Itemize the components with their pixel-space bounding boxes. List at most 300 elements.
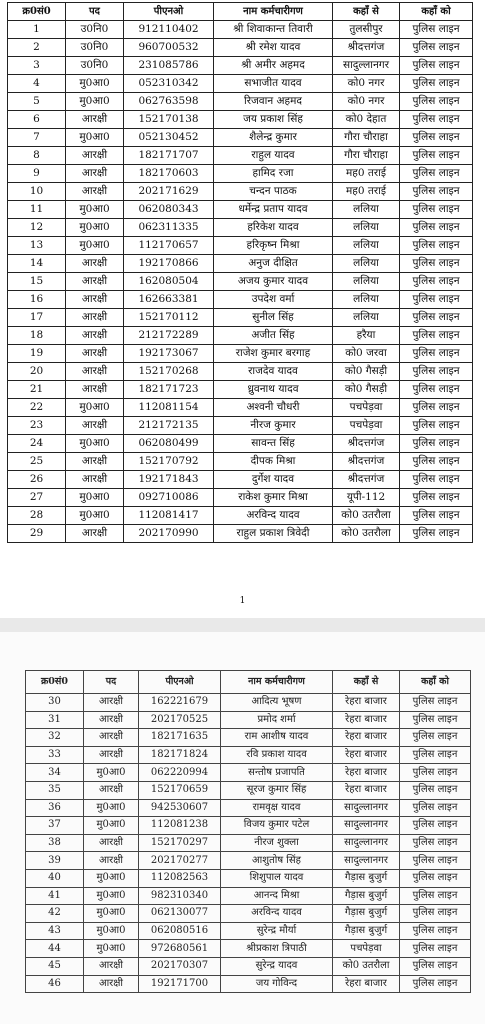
cell-pno: 062220994 [139,764,221,782]
table-row [8,327,473,345]
cell-rank: मु0आ0 [66,399,124,417]
cell-from: रेहरा बाजार [333,764,400,782]
cell-from: रेहरा बाजार [333,711,400,729]
cell-pno: 152170792 [124,453,214,471]
cell-from: गौरा चौराहा [333,147,400,165]
cell-employee-name: हरिकृष्न मिश्रा [214,237,333,255]
cell-pno: 192171843 [124,471,214,489]
table-row [8,417,473,435]
table-row [8,147,473,165]
table-row [26,869,471,887]
cell-serial-number: 35 [26,781,84,799]
cell-from: ललिया [333,291,400,309]
cell-from: हरैया [333,327,400,345]
cell-rank: आरक्षी [84,852,139,870]
cell-employee-name: अरविन्द यादव [214,507,333,525]
cell-rank: आरक्षी [84,781,139,799]
cell-employee-name: उपदेश वर्मा [214,291,333,309]
cell-employee-name: दीपक मिश्रा [214,453,333,471]
cell-to: पुलिस लाइन [400,922,471,940]
cell-rank: आरक्षी [84,746,139,764]
cell-to: पुलिस लाइन [400,111,473,129]
cell-serial-number: 7 [8,129,66,147]
cell-rank: मु0आ0 [66,435,124,453]
cell-to: पुलिस लाइन [400,781,471,799]
cell-to: पुलिस लाइन [400,75,473,93]
cell-to: पुलिस लाइन [400,237,473,255]
cell-serial-number: 37 [26,817,84,835]
cell-pno: 942530607 [139,799,221,817]
cell-from: सादुल्लानगर [333,852,400,870]
cell-pno: 112082563 [139,869,221,887]
cell-rank: आरक्षी [66,417,124,435]
table-row [8,291,473,309]
cell-from: रेहरा बाजार [333,975,400,993]
cell-rank: मु0आ0 [66,93,124,111]
cell-rank: मु0आ0 [66,237,124,255]
cell-serial-number: 45 [26,957,84,975]
cell-from: को0 नगर [333,75,400,93]
cell-pno: 062763598 [124,93,214,111]
cell-pno: 112081238 [139,817,221,835]
cell-to: पुलिस लाइन [400,975,471,993]
cell-serial-number: 5 [8,93,66,111]
cell-employee-name: धर्मेन्द्र प्रताप यादव [214,201,333,219]
header-from: कहाँ से [333,3,400,21]
cell-pno: 231085786 [124,57,214,75]
cell-to: पुलिस लाइन [400,905,471,923]
cell-to: पुलिस लाइन [400,93,473,111]
cell-rank: मु0आ0 [84,887,139,905]
cell-from: रेहरा बाजार [333,781,400,799]
cell-pno: 182171723 [124,381,214,399]
cell-serial-number: 16 [8,291,66,309]
cell-from: श्रीदत्तगंज [333,471,400,489]
cell-to: पुलिस लाइन [400,39,473,57]
table-row [8,309,473,327]
table-row [8,237,473,255]
cell-to: पुलिस लाइन [400,957,471,975]
cell-from: ललिया [333,255,400,273]
cell-from: सादुल्लानगर [333,799,400,817]
table-row [8,39,473,57]
cell-rank: आरक्षी [66,183,124,201]
table-row [8,453,473,471]
cell-pno: 182171707 [124,147,214,165]
cell-from: पचपेड़वा [333,417,400,435]
cell-to: पुलिस लाइन [400,489,473,507]
cell-serial-number: 39 [26,852,84,870]
cell-to: पुलिस लाइन [400,291,473,309]
cell-rank: आरक्षी [66,327,124,345]
cell-employee-name: राकेश कुमार मिश्रा [214,489,333,507]
table-row [26,905,471,923]
cell-employee-name: अजय कुमार यादव [214,273,333,291]
cell-serial-number: 9 [8,165,66,183]
cell-rank: आरक्षी [66,291,124,309]
header-from: कहाँ से [333,671,400,694]
cell-rank: आरक्षी [66,345,124,363]
cell-from: को0 गैसड़ी [333,381,400,399]
cell-to: पुलिस लाइन [400,852,471,870]
table-row [8,57,473,75]
cell-pno: 182171635 [139,729,221,747]
cell-employee-name: सावन्त सिंह [214,435,333,453]
cell-employee-name: अश्वनी चौधरी [214,399,333,417]
table-row [26,711,471,729]
cell-from: गैड़ास बुजुर्ग [333,922,400,940]
cell-from: को0 नगर [333,93,400,111]
cell-rank: मु0आ0 [66,219,124,237]
cell-rank: मु0आ0 [84,905,139,923]
cell-rank: मु0आ0 [84,940,139,958]
cell-pno: 212172289 [124,327,214,345]
table-row [8,471,473,489]
cell-employee-name: सुनील सिंह [214,309,333,327]
cell-to: पुलिस लाइन [400,525,473,543]
cell-employee-name: राजदेव यादव [214,363,333,381]
cell-employee-name: सुरेन्द्र मौर्या [221,922,333,940]
cell-pno: 192170866 [124,255,214,273]
cell-pno: 162663381 [124,291,214,309]
cell-rank: आरक्षी [66,381,124,399]
cell-to: पुलिस लाइन [400,327,473,345]
table-row [26,694,471,712]
cell-pno: 112081154 [124,399,214,417]
header-employee-name: नाम कर्मचारीगण [214,3,333,21]
cell-pno: 162080504 [124,273,214,291]
table-row [8,435,473,453]
cell-pno: 162221679 [139,694,221,712]
cell-serial-number: 8 [8,147,66,165]
cell-pno: 152170268 [124,363,214,381]
cell-to: पुलिस लाइन [400,694,471,712]
cell-serial-number: 12 [8,219,66,237]
cell-pno: 202170525 [139,711,221,729]
cell-pno: 052310342 [124,75,214,93]
cell-pno: 182171824 [139,746,221,764]
cell-rank: आरक्षी [84,711,139,729]
cell-from: को0 देहात [333,111,400,129]
cell-from: रेहरा बाजार [333,729,400,747]
cell-serial-number: 18 [8,327,66,345]
cell-employee-name: राहुल यादव [214,147,333,165]
cell-rank: आरक्षी [66,453,124,471]
cell-from: को0 जरवा [333,345,400,363]
cell-serial-number: 17 [8,309,66,327]
cell-employee-name: विजय कुमार पटेल [221,817,333,835]
cell-to: पुलिस लाइन [400,147,473,165]
cell-to: पुलिस लाइन [400,165,473,183]
table-header-row [8,3,473,21]
cell-serial-number: 31 [26,711,84,729]
cell-to: पुलिस लाइन [400,129,473,147]
table-row [8,183,473,201]
cell-from: ललिया [333,219,400,237]
header-to: कहाँ को [400,3,473,21]
cell-to: पुलिस लाइन [400,887,471,905]
cell-pno: 960700532 [124,39,214,57]
cell-rank: मु0आ0 [66,75,124,93]
cell-from: पचपेड़वा [333,940,400,958]
table-row [8,219,473,237]
cell-to: पुलिस लाइन [400,381,473,399]
table-row [8,507,473,525]
header-serial-number: क्र0सं0 [26,671,84,694]
cell-rank: आरक्षी [84,834,139,852]
cell-employee-name: जय गोविन्द [221,975,333,993]
cell-from: को0 उतरौला [333,507,400,525]
cell-to: पुलिस लाइन [400,435,473,453]
cell-pno: 062080516 [139,922,221,940]
cell-employee-name: हामिद रजा [214,165,333,183]
cell-from: सादुल्लानगर [333,834,400,852]
cell-employee-name: दुर्गेश यादव [214,471,333,489]
cell-pno: 112170657 [124,237,214,255]
table-row [26,957,471,975]
cell-employee-name: आशुतोष सिंह [221,852,333,870]
table-row [8,165,473,183]
table-body-page-2 [26,694,471,993]
cell-from: गैड़ास बुजुर्ग [333,905,400,923]
cell-to: पुलिस लाइन [400,201,473,219]
cell-from: को0 उतरौला [333,525,400,543]
cell-pno: 192173067 [124,345,214,363]
cell-pno: 092710086 [124,489,214,507]
cell-rank: आरक्षी [66,165,124,183]
cell-pno: 052130452 [124,129,214,147]
cell-employee-name: रिजवान अहमद [214,93,333,111]
cell-employee-name: सुरेन्द्र यादव [221,957,333,975]
cell-pno: 912110402 [124,21,214,39]
cell-serial-number: 41 [26,887,84,905]
cell-from: श्रीदत्तगंज [333,435,400,453]
cell-rank: आरक्षी [66,255,124,273]
table-row [8,363,473,381]
cell-rank: आरक्षी [66,309,124,327]
cell-serial-number: 44 [26,940,84,958]
cell-serial-number: 19 [8,345,66,363]
cell-to: पुलिस लाइन [400,399,473,417]
cell-serial-number: 2 [8,39,66,57]
cell-serial-number: 10 [8,183,66,201]
cell-from: ललिया [333,201,400,219]
cell-serial-number: 3 [8,57,66,75]
cell-to: पुलिस लाइन [400,471,473,489]
cell-employee-name: अरविन्द यादव [221,905,333,923]
cell-from: गौरा चौराहा [333,129,400,147]
cell-employee-name: सन्तोष प्रजापति [221,764,333,782]
cell-from: पचपेड़वा [333,399,400,417]
cell-from: श्रीदत्तगंज [333,39,400,57]
cell-rank: आरक्षी [66,363,124,381]
cell-pno: 062080499 [124,435,214,453]
cell-employee-name: आनन्द मिश्रा [221,887,333,905]
cell-employee-name: ध्रुवनाथ यादव [214,381,333,399]
cell-pno: 982310340 [139,887,221,905]
cell-to: पुलिस लाइन [400,21,473,39]
cell-employee-name: अजीत सिंह [214,327,333,345]
cell-employee-name: सभाजीत यादव [214,75,333,93]
cell-rank: मु0आ0 [66,507,124,525]
table-row [26,852,471,870]
cell-rank: मु0आ0 [84,764,139,782]
cell-employee-name: रामवृक्ष यादव [221,799,333,817]
cell-rank: आरक्षी [84,957,139,975]
table-row [26,922,471,940]
table-row [26,940,471,958]
page-number: 1 [239,596,246,606]
cell-rank: आरक्षी [66,111,124,129]
header-serial-number: क्र0सं0 [8,3,66,21]
cell-rank: मु0आ0 [84,817,139,835]
header-employee-name: नाम कर्मचारीगण [221,671,333,694]
cell-serial-number: 23 [8,417,66,435]
cell-from: गैड़ास बुजुर्ग [333,887,400,905]
header-rank: पद [84,671,139,694]
cell-from: मह0 तराई [333,165,400,183]
cell-from: को0 उतरौला [333,957,400,975]
cell-serial-number: 15 [8,273,66,291]
table-body-page-1 [8,21,473,543]
cell-serial-number: 21 [8,381,66,399]
cell-to: पुलिस लाइन [400,417,473,435]
cell-serial-number: 46 [26,975,84,993]
cell-rank: उ0नि0 [66,21,124,39]
cell-serial-number: 14 [8,255,66,273]
table-row [8,129,473,147]
cell-serial-number: 27 [8,489,66,507]
cell-from: ललिया [333,273,400,291]
cell-to: पुलिस लाइन [400,57,473,75]
header-rank: पद [66,3,124,21]
cell-employee-name: सूरज कुमार सिंह [221,781,333,799]
cell-to: पुलिस लाइन [400,309,473,327]
cell-pno: 152170659 [139,781,221,799]
cell-from: ललिया [333,237,400,255]
cell-to: पुलिस लाइन [400,711,471,729]
cell-serial-number: 42 [26,905,84,923]
transfer-table-page-1 [7,2,473,543]
cell-employee-name: रवि प्रकाश यादव [221,746,333,764]
cell-rank: मु0आ0 [66,489,124,507]
table-row [8,21,473,39]
cell-rank: मु0आ0 [84,869,139,887]
cell-rank: आरक्षी [66,273,124,291]
cell-to: पुलिस लाइन [400,453,473,471]
cell-serial-number: 25 [8,453,66,471]
cell-serial-number: 43 [26,922,84,940]
cell-to: पुलिस लाइन [400,940,471,958]
cell-from: रेहरा बाजार [333,694,400,712]
cell-serial-number: 4 [8,75,66,93]
cell-to: पुलिस लाइन [400,746,471,764]
cell-from: यूपी-112 [333,489,400,507]
cell-employee-name: राम आशीष यादव [221,729,333,747]
cell-employee-name: प्रमोद शर्मा [221,711,333,729]
cell-pno: 202170277 [139,852,221,870]
table-row [26,834,471,852]
cell-to: पुलिस लाइन [400,817,471,835]
cell-pno: 062311335 [124,219,214,237]
table-row [8,111,473,129]
cell-from: को0 गैसड़ी [333,363,400,381]
table-row [26,817,471,835]
table-row [8,273,473,291]
cell-serial-number: 6 [8,111,66,129]
cell-rank: आरक्षी [66,147,124,165]
table-row [8,381,473,399]
cell-to: पुलिस लाइन [400,834,471,852]
cell-rank: मु0आ0 [84,799,139,817]
cell-from: सादुल्लानगर [333,817,400,835]
cell-pno: 192171700 [139,975,221,993]
cell-employee-name: आदित्य भूषण [221,694,333,712]
cell-to: पुलिस लाइन [400,345,473,363]
cell-serial-number: 28 [8,507,66,525]
table-row [8,345,473,363]
cell-to: पुलिस लाइन [400,799,471,817]
cell-to: पुलिस लाइन [400,183,473,201]
cell-rank: उ0नि0 [66,39,124,57]
table-row [26,975,471,993]
cell-pno: 202170990 [124,525,214,543]
cell-serial-number: 13 [8,237,66,255]
transfer-table-page-2 [25,670,471,993]
cell-to: पुलिस लाइन [400,273,473,291]
cell-rank: आरक्षी [84,694,139,712]
cell-from: श्रीदत्तगंज [333,453,400,471]
cell-serial-number: 20 [8,363,66,381]
table-row [8,489,473,507]
cell-from: रेहरा बाजार [333,746,400,764]
cell-pno: 112081417 [124,507,214,525]
table-row [26,746,471,764]
table-row [8,201,473,219]
cell-pno: 152170112 [124,309,214,327]
cell-employee-name: चन्दन पाठक [214,183,333,201]
cell-rank: आरक्षी [84,975,139,993]
cell-rank: आरक्षी [66,471,124,489]
cell-rank: मु0आ0 [66,129,124,147]
cell-rank: मु0आ0 [84,922,139,940]
header-pno: पीएनओ [124,3,214,21]
cell-employee-name: नीरज कुमार [214,417,333,435]
table-row [8,255,473,273]
page-gap [0,618,485,632]
cell-from: मह0 तराई [333,183,400,201]
cell-employee-name: श्री अमीर अहमद [214,57,333,75]
cell-serial-number: 40 [26,869,84,887]
cell-to: पुलिस लाइन [400,729,471,747]
cell-from: ललिया [333,309,400,327]
cell-serial-number: 1 [8,21,66,39]
cell-from: तुलसीपुर [333,21,400,39]
cell-to: पुलिस लाइन [400,219,473,237]
cell-pno: 182170603 [124,165,214,183]
table-row [8,75,473,93]
table-row [26,764,471,782]
cell-employee-name: श्रीप्रकाश त्रिपाठी [221,940,333,958]
cell-to: पुलिस लाइन [400,869,471,887]
cell-serial-number: 32 [26,729,84,747]
table-row [26,729,471,747]
table-header-row [26,671,471,694]
cell-employee-name: शिशुपाल यादव [221,869,333,887]
cell-employee-name: श्री शिवाकान्त तिवारी [214,21,333,39]
cell-pno: 202171629 [124,183,214,201]
table-row [26,781,471,799]
